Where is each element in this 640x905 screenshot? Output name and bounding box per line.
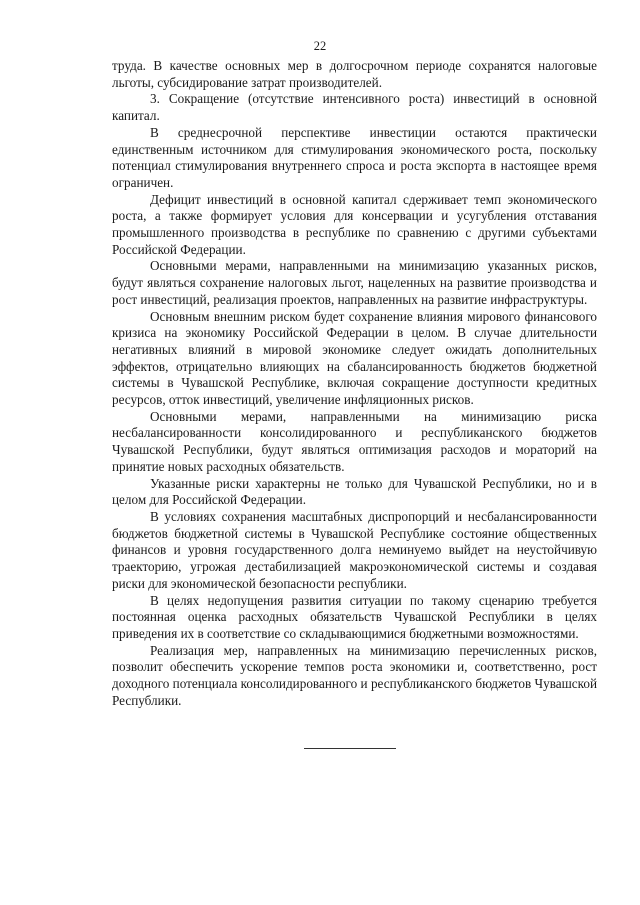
paragraph: Дефицит инвестиций в основной капитал сдерживает темп экономического роста, а также формирует условия для консервации и усугубления отставания промышленного производства в республике по сравнению с другими субъектами Российской Федерации. [112,191,597,257]
paragraph: Основным внешним риском будет сохранение влияния мирового финансового кризиса на экономику Российской Федерации в целом. В случае длительности негативных влияний в мировой экономике следует ожидать дополнительных эффектов, отрицательно влияющих на сбалансированность бюджетов бюджетной системы в Чувашской Республике, включая сокращение доступности кредитных ресурсов, отток инвестиций, увеличение инфляционных рисков. [112,308,597,408]
paragraph: В среднесрочной перспективе инвестиции остаются практически единственным источником для стимулирования экономического роста, поскольку потенциал стимулирования внутреннего спроса и роста экспорта в настоящее время ограничен. [112,124,597,190]
end-separator-line [304,748,396,749]
paragraph: Реализация мер, направленных на минимизацию перечисленных рисков, позволит обеспечить ускорение темпов роста экономики и, соответственно, рост доходного потенциала консолидированного и республиканского бюджетов Чувашской Республики. [112,642,597,708]
paragraph: В целях недопущения развития ситуации по такому сценарию требуется постоянная оценка расходных обязательств Чувашской Республики в целях приведения их в соответствие со складывающимися бюджетными возможностями. [112,592,597,641]
page-number: 22 [313,39,327,53]
paragraph: Основными мерами, направленными на минимизацию риска несбалансированности консолидированного и республиканского бюджетов Чувашской Республики, будут являться оптимизация расходов и мораторий на принятие новых расходных обязательств. [112,408,597,474]
paragraph: Основными мерами, направленными на минимизацию указанных рисков, будут являться сохранение налоговых льгот, нацеленных на развитие производства и рост инвестиций, реализация проектов, направленных на развитие инфраструктуры. [112,258,597,307]
paragraph-list-item-3: 3. Сокращение (отсутствие интенсивного роста) инвестиций в основной капитал. [112,91,597,124]
paragraph: Указанные риски характерны не только для Чувашской Республики, но и в целом для Российской Федерации. [112,475,597,508]
paragraph: В условиях сохранения масштабных диспропорций и несбалансированности бюджетов бюджетной системы в Чувашской Республике состояние общественных финансов и уровня государственного долга неминуемо выйдет на неустойчивую траекторию, угрожая дестабилизацией макроэкономической системы и создавая риски для экономической безопасности республики. [112,508,597,591]
paragraph-continuation: труда. В качестве основных мер в долгосрочном периоде сохранятся налоговые льготы, субсидирование затрат производителей. [112,58,597,90]
document-body [112,58,597,709]
